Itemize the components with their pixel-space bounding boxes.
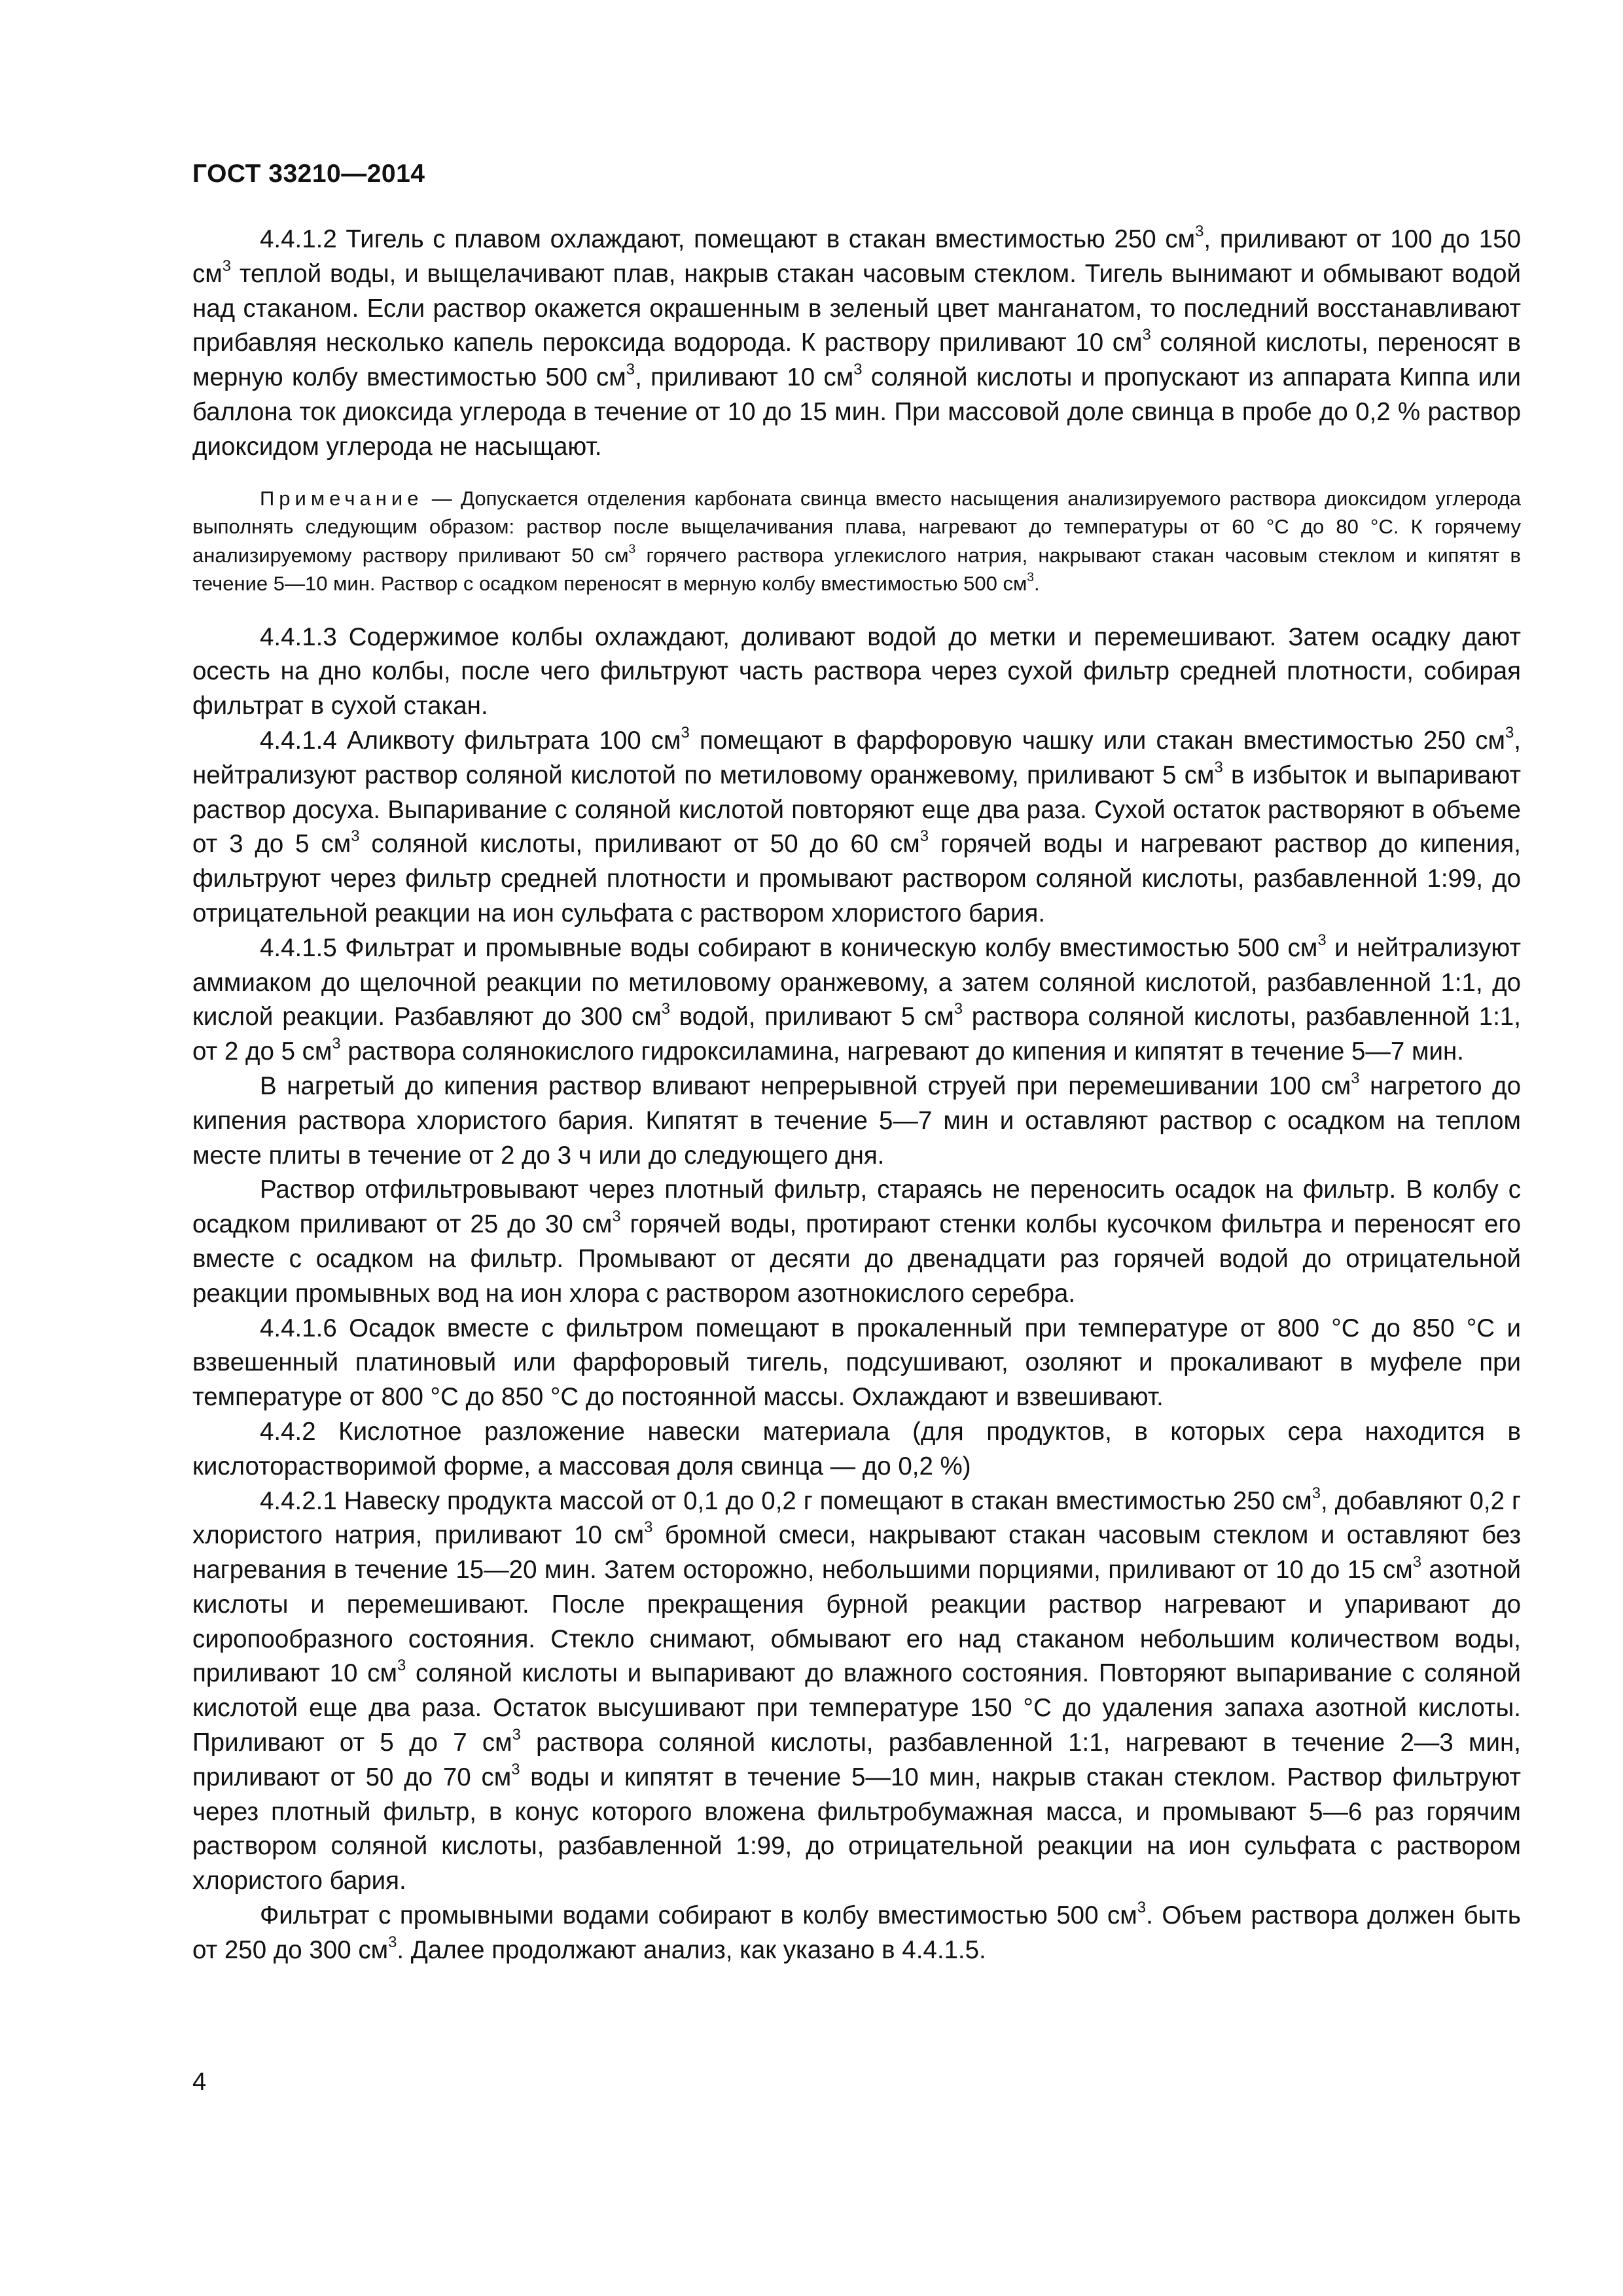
superscript: 3 [628,542,636,556]
superscript: 3 [644,1518,653,1537]
superscript: 3 [511,1760,520,1778]
superscript: 3 [853,361,863,379]
text-run: соляной кислоты, переносят в мерную колбу вместимостью 500 см [192,329,1521,392]
superscript: 3 [1214,758,1223,776]
superscript: 3 [1195,222,1204,240]
text-run: 4.4.1.2 Тигель с плавом охлаждают, помещают в стакан вместимостью 250 см [260,225,1196,253]
text-run: соляной кислоты и пропускают из аппарата Киппа или баллона ток диоксида углерода в течение от 10 до 15 мин. При массовой доле свинца в пробе до 0,2 % раствор диоксидом углерода не насыщают. [192,363,1521,461]
text-run: нагретого до кипения раствора хлористого бария. Кипятят в течение 5—7 мин и оставляют раствор с осадком на теплом месте плиты в течение от 2 до 3 ч или до следующего дня. [192,1071,1521,1170]
superscript: 3 [332,1034,341,1052]
text-run: 4.4.1.4 Аликвоту фильтрата 100 см [260,726,681,755]
text-run: горячей воды и нагревают раствор до кипения, фильтруют через фильтр средней плотности и промывают раствором соляной кислоты, разбавленной 1:99, до отрицательной реакции на ион сульфата с раствором хлористого бария. [192,830,1521,927]
superscript: 3 [1027,571,1034,585]
text-run: раствора соляной кислоты, разбавленной 1:1, от 2 до 5 см [192,1003,1521,1066]
text-run: , нейтрализуют раствор соляной кислотой по метиловому оранжевому, приливают 5 см [192,726,1521,789]
paragraph-4.4.1.4 [192,724,1521,931]
paragraph-4.4.1.2 [192,223,1521,465]
text-run: 4.4.1.6 Осадок вместе с фильтром помещают в прокаленный при температуре от 800 °С до 850 °С и взвешенный платиновый или фарфоровый тигель, подсушивают, озоляют и прокаливают в муфеле при температуре от 800 °С до 850 °С до постоянной массы. Охлаждают и взвешивают. [192,1314,1521,1412]
paragraph-4.4.2.1-b [192,1899,1521,1968]
text-run: азотной кислоты и перемешивают. После прекращения бурной реакции раствор нагревают и упаривают до сиропообразного состояния. Стекло снимают, обмывают его над стаканом небольшим количеством воды, приливают 10 см [192,1556,1521,1688]
superscript: 3 [954,1000,963,1018]
text-run: теплой воды, и выщелачивают плав, накрыв стакан часовым стеклом. Тигель вынимают и обмывают водой над стаканом. Если раствор окажется окрашенным в зеленый цвет манганатом, то последний восстанавливают прибавляя несколько капель пероксида водорода. К раствору приливают 10 см [192,259,1521,357]
text-run: раствора солянокислого гидроксиламина, нагревают до кипения и кипятят в течение 5—7 мин. [340,1037,1464,1066]
paragraph-4.4.1.6 [192,1312,1521,1415]
paragraph-4.4.1.5-c [192,1173,1521,1311]
text-run: водой, приливают 5 см [670,1003,954,1031]
text-run: Раствор отфильтровывают через плотный фильтр, стараясь не переносить осадок на фильтр. В колбу с осадком приливают от 25 до 30 см [192,1175,1521,1239]
text-run: . [1033,572,1040,596]
text-run: горячей воды, протирают стенки колбы кусочком фильтра и переносят его вместе с осадком на фильтр. Промывают от десяти до двенадцати раз горячей водой до отрицательной реакции промывных вод на ион хлора с раствором азотнокислого серебра. [192,1210,1521,1308]
document-body [192,223,1521,1968]
superscript: 3 [612,1207,621,1225]
superscript: 3 [222,257,231,275]
text-run: в избыток и выпаривают раствор досуха. Выпаривание с соляной кислотой повторяют еще два раза. Сухой остаток растворяют в объеме от 3 до 5 см [192,761,1521,859]
paragraph-4.4.2 [192,1415,1521,1484]
text-run: раствора соляной кислоты, разбавленной 1:1, нагревают в течение 2—3 мин, приливают от 50 до 70 см [192,1729,1521,1791]
note-label: Примечание [260,486,423,510]
superscript: 3 [1351,1069,1360,1087]
superscript: 3 [626,361,635,379]
superscript: 3 [1142,326,1151,344]
text-run: , добавляют 0,2 г хлористого натрия, приливают 10 см [192,1486,1521,1550]
text-run: 4.4.1.3 Содержимое колбы охлаждают, доливают водой до метки и перемешивают. Затем осадку дают осесть на дно колбы, после чего фильтруют часть раствора через сухой фильтр средней плотности, собирая фильтрат в сухой стакан. [192,622,1521,721]
paragraph-4.4.1.5 [192,931,1521,1069]
text-run: , приливают 10 см [635,363,854,392]
text-run: воды и кипятят в течение 5—10 мин, накрыв стакан стеклом. Раствор фильтруют через плотный фильтр, в конус которого вложена фильтробумажная масса, и промывают 5—6 раз горячим раствором соляной кислоты, разбавленной 1:99, до отрицательной реакции на ион сульфата с раствором хлористого бария. [192,1763,1521,1895]
text-run: соляной кислоты и выпаривают до влажного состояния. Повторяют выпаривание с соляной кислотой еще два раза. Остаток высушивают при температуре 150 °С до удаления запаха азотной кислоты. Приливают от 5 до 7 см [192,1659,1521,1757]
superscript: 3 [681,723,690,742]
document-header: ГОСТ 33210—2014 [192,160,425,188]
superscript: 3 [1412,1552,1421,1571]
superscript: 3 [351,827,360,846]
text-run: — Допускается отделения карбоната свинца вместо насыщения анализируемого раствора диоксидом углерода выполнять следующим образом: раствор после выщелачивания плава, нагревают до температуры от 60 °С до 80 °С. К горячему анализируемому раствору приливают 50 см [192,486,1521,567]
superscript: 3 [1137,1898,1147,1916]
text-run: , приливают от 100 до 150 см [192,225,1521,288]
note-paragraph [192,484,1521,598]
text-run: соляной кислоты, приливают от 50 до 60 см [359,830,920,859]
text-run: помещают в фарфоровую чашку или стакан вместимостью 250 см [689,726,1506,755]
superscript: 3 [919,827,929,846]
superscript: 3 [397,1657,406,1675]
text-run: 4.4.2 Кислотное разложение навески материала (для продуктов, в которых сера находится в кислоторастворимой форме, а массовая доля свинца — до 0,2 %) [192,1417,1521,1480]
text-run: 4.4.1.5 Фильтрат и промывные воды собирают в коническую колбу вместимостью 500 см [260,933,1318,962]
text-run: горячего раствора углекислого натрия, накрывают стакан часовым стеклом и кипятят в течение 5—10 мин. Раствор с осадком переносят в мерную колбу вместимостью 500 см [192,543,1521,596]
superscript: 3 [1505,723,1514,742]
paragraph-4.4.2.1 [192,1484,1521,1899]
text-run: . Далее продолжают анализ, как указано в 4.4.1.5. [397,1935,986,1964]
superscript: 3 [1317,931,1327,949]
text-run: . Объем раствора должен быть от 250 до 300 см [192,1901,1521,1964]
paragraph-4.4.1.3 [192,620,1521,724]
text-run: В нагретый до кипения раствор вливают непрерывной струей при перемешивании 100 см [260,1071,1351,1100]
superscript: 3 [1311,1484,1321,1502]
text-run: бромной смеси, накрывают стакан часовым стеклом и оставляют без нагревания в течение 15—20 мин. Затем осторожно, небольшими порциями, приливают от 10 до 15 см [192,1521,1521,1585]
superscript: 3 [388,1933,397,1951]
superscript: 3 [512,1725,521,1744]
paragraph-4.4.1.5-b [192,1069,1521,1173]
text-run: и нейтрализуют аммиаком до щелочной реакции по метиловому оранжевому, а затем соляной кислотой, разбавленной 1:1, до кислой реакции. Разбавляют до 300 см [192,933,1521,1031]
text-run: Фильтрат с промывными водами собирают в колбу вместимостью 500 см [260,1901,1137,1930]
superscript: 3 [661,1000,670,1018]
text-run: 4.4.2.1 Навеску продукта массой от 0,1 до 0,2 г помещают в стакан вместимостью 250 см [260,1486,1312,1515]
page-number: 4 [192,2068,207,2096]
